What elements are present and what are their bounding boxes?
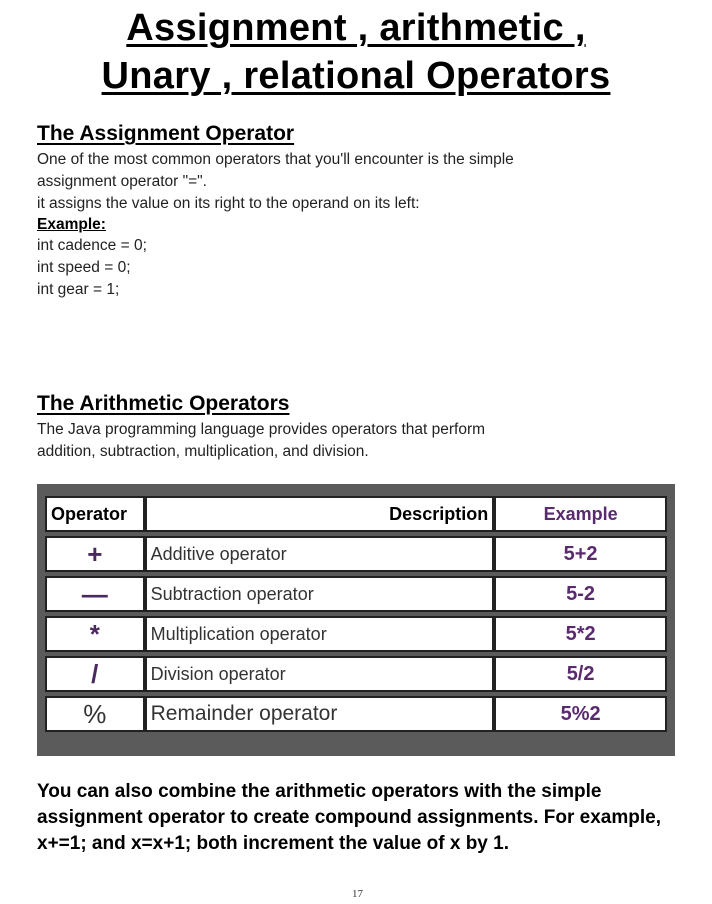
code-line: int speed = 0; bbox=[37, 259, 131, 276]
header-example: Example bbox=[494, 496, 667, 532]
example-cell: 5/2 bbox=[494, 656, 667, 692]
table-row bbox=[45, 576, 667, 612]
example-cell: 5-2 bbox=[494, 576, 667, 612]
table-row bbox=[45, 656, 667, 692]
assignment-text-3: it assigns the value on its right to the operand on its left: bbox=[37, 195, 420, 212]
example-cell: 5*2 bbox=[494, 616, 667, 652]
description-cell: Additive operator bbox=[145, 536, 495, 572]
code-line: int cadence = 0; bbox=[37, 237, 147, 254]
example-label: Example: bbox=[37, 216, 106, 233]
title-line-1: Assignment , arithmetic , bbox=[126, 7, 586, 49]
operator-plus: + bbox=[45, 536, 145, 572]
arithmetic-heading: The Arithmetic Operators bbox=[37, 392, 290, 415]
assignment-section bbox=[37, 122, 672, 301]
arithmetic-text-2: addition, subtraction, multiplication, and division. bbox=[37, 443, 369, 460]
operator-minus: — bbox=[45, 576, 145, 612]
assignment-text-1: One of the most common operators that you'll encounter is the simple bbox=[37, 151, 514, 168]
operator-multiply: * bbox=[45, 616, 145, 652]
header-description: Description bbox=[145, 496, 495, 532]
description-cell: Multiplication operator bbox=[145, 616, 495, 652]
description-cell: Subtraction operator bbox=[145, 576, 495, 612]
table-row bbox=[45, 696, 667, 732]
operator-divide: / bbox=[45, 656, 145, 692]
header-operator: Operator bbox=[45, 496, 145, 532]
table-header-row bbox=[45, 496, 667, 532]
assignment-text-2: assignment operator "=". bbox=[37, 173, 207, 190]
arithmetic-text-1: The Java programming language provides operators that perform bbox=[37, 421, 486, 438]
page-number: 17 bbox=[352, 888, 363, 900]
code-line: int gear = 1; bbox=[37, 281, 120, 298]
example-cell: 5+2 bbox=[494, 536, 667, 572]
compound-assignment-note: You can also combine the arithmetic operators with the simple assignment operator to create compound assignments. For example, x+=1; and x=x+1; both increment the value of x by 1. bbox=[37, 781, 661, 854]
description-cell: Remainder operator bbox=[145, 696, 495, 732]
arithmetic-section bbox=[37, 392, 672, 463]
example-cell: 5%2 bbox=[494, 696, 667, 732]
operators-table bbox=[45, 492, 667, 736]
assignment-heading: The Assignment Operator bbox=[37, 122, 295, 145]
table-row bbox=[45, 616, 667, 652]
operator-remainder: % bbox=[45, 696, 145, 732]
table-row bbox=[45, 536, 667, 572]
description-cell: Division operator bbox=[145, 656, 495, 692]
title-line-2: Unary , relational Operators bbox=[101, 55, 611, 97]
page-title bbox=[0, 4, 712, 100]
operators-table-frame bbox=[37, 484, 675, 756]
